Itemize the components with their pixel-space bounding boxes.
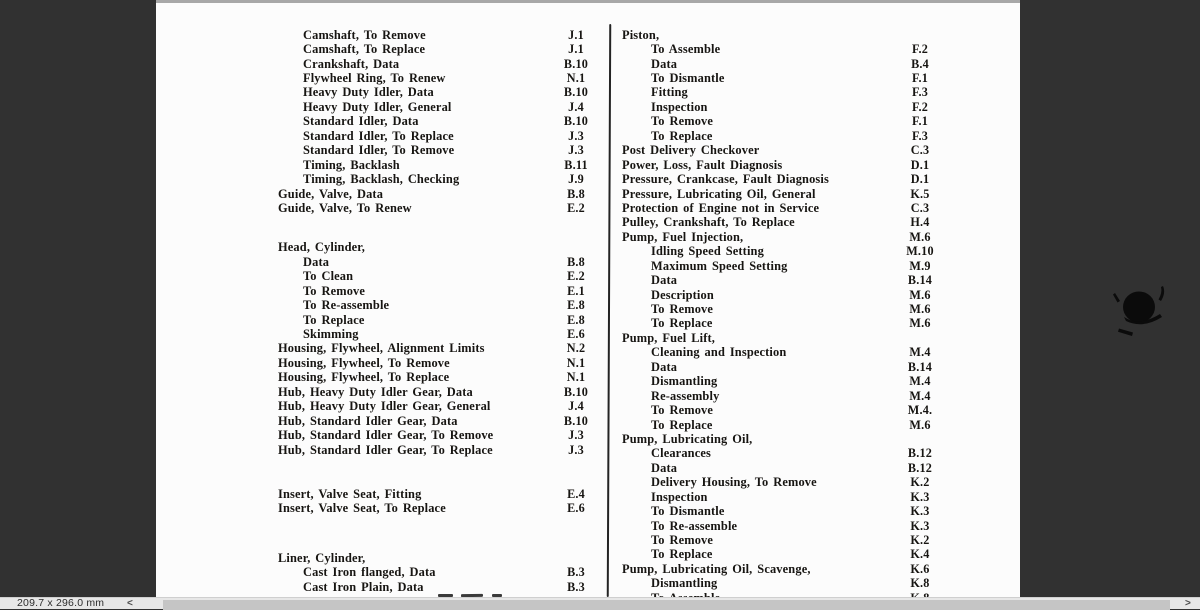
index-row	[278, 100, 608, 114]
index-entry-page-ref: J.3	[568, 128, 584, 143]
index-row	[622, 461, 1008, 475]
index-row	[622, 230, 1008, 244]
index-entry-page-ref: E.1	[567, 283, 585, 298]
index-row	[278, 255, 608, 269]
index-entry-label: Clearances	[651, 446, 711, 461]
index-entry-label: Data	[651, 359, 678, 374]
index-entry-page-ref: B.3	[567, 579, 585, 594]
index-row	[622, 129, 1008, 143]
index-entry-page-ref: B.12	[907, 446, 933, 461]
index-entry-page-ref: M.4	[909, 388, 931, 403]
index-row	[278, 580, 608, 594]
index-entry-page-ref: B.4	[911, 56, 929, 71]
index-row	[278, 187, 608, 201]
index-entry-label: To Remove	[651, 403, 714, 418]
index-entry-page-ref: K.2	[910, 533, 930, 548]
ink-blot-stain-icon	[1106, 280, 1176, 342]
index-entry-page-ref: N.1	[566, 355, 586, 370]
index-row	[622, 86, 1008, 100]
index-entry-label: To Replace	[651, 417, 713, 432]
index-row	[622, 216, 1008, 230]
index-entry-page-ref: B.10	[563, 85, 589, 100]
index-entry-page-ref: K.6	[910, 561, 930, 576]
scroll-left-arrow-icon[interactable]: <	[127, 598, 133, 609]
index-row	[622, 562, 1008, 576]
index-entry-label: Skimming	[303, 327, 359, 342]
index-entry-label: Housing, Flywheel, To Remove	[278, 355, 450, 370]
index-row	[622, 57, 1008, 71]
index-row	[622, 259, 1008, 273]
index-row	[278, 28, 608, 42]
index-entry-page-ref: F.2	[911, 42, 929, 57]
index-entry-label: Heavy Duty Idler, General	[303, 99, 452, 114]
index-entry-label: To Dismantle	[651, 504, 725, 519]
index-entry-page-ref: K.8	[910, 576, 930, 591]
index-row	[278, 86, 608, 100]
index-entry-label: Dismantling	[651, 576, 718, 591]
index-entry-label: Pressure, Lubricating Oil, General	[622, 186, 816, 201]
index-row	[278, 270, 608, 284]
index-row	[622, 577, 1008, 591]
index-entry-page-ref: F.3	[911, 128, 929, 143]
index-row	[278, 158, 608, 172]
index-row	[622, 375, 1008, 389]
index-row	[622, 172, 1008, 186]
index-row	[278, 443, 608, 457]
index-entry-label: Heavy Duty Idler, Data	[303, 85, 434, 100]
index-entry-label: Cast Iron Plain, Data	[303, 579, 424, 594]
index-entry-label: Inspection	[651, 99, 708, 114]
index-row	[278, 400, 608, 414]
index-row	[622, 476, 1008, 490]
index-left-column	[278, 28, 608, 594]
status-scroll-bar[interactable]	[0, 597, 1200, 609]
index-entry-page-ref: M.4	[909, 374, 931, 389]
index-row	[278, 172, 608, 186]
index-entry-page-ref: B.8	[567, 254, 585, 269]
index-entry-page-ref: K.4	[910, 547, 930, 562]
index-entry-label: Re-assembly	[651, 388, 720, 403]
index-entry-label: Idling Speed Setting	[651, 244, 764, 259]
index-entry-label: Hub, Heavy Duty Idler Gear, Data	[278, 384, 473, 399]
index-entry-label: Piston,	[622, 27, 660, 42]
index-row	[622, 403, 1008, 417]
index-row	[278, 327, 608, 341]
index-entry-label: Pump, Lubricating Oil, Scavenge,	[622, 561, 811, 576]
index-row	[278, 566, 608, 580]
index-row	[622, 432, 1008, 446]
index-entry-label: To Remove	[303, 283, 366, 298]
index-entry-label: Camshaft, To Replace	[303, 42, 426, 57]
index-entry-page-ref: N.1	[566, 370, 586, 385]
index-entry-page-ref: J.1	[568, 27, 584, 42]
index-row	[278, 115, 608, 129]
index-row	[622, 28, 1008, 42]
index-row	[622, 346, 1008, 360]
index-entry-page-ref: M.4	[909, 345, 931, 360]
index-row	[278, 342, 608, 356]
index-entry-label: To Dismantle	[651, 71, 725, 86]
index-entry-label: Hub, Standard Idler Gear, Data	[278, 413, 458, 428]
index-entry-page-ref: K.3	[910, 518, 930, 533]
index-entry-label: To Remove	[651, 114, 714, 129]
index-entry-page-ref: E.2	[567, 269, 585, 284]
index-row	[622, 490, 1008, 504]
index-entry-label: Head, Cylinder,	[278, 240, 366, 255]
index-entry-page-ref: J.3	[568, 442, 584, 457]
index-entry-page-ref: B.12	[907, 460, 933, 475]
index-entry-page-ref: M.6	[909, 316, 931, 331]
index-entry-page-ref: N.2	[566, 341, 586, 356]
index-entry-label: Power, Loss, Fault Diagnosis	[622, 157, 783, 172]
index-entry-label: To Re-assemble	[651, 518, 738, 533]
index-row	[278, 385, 608, 399]
index-entry-page-ref: K.3	[910, 504, 930, 519]
index-entry-label: Maximum Speed Setting	[651, 258, 788, 273]
index-row	[278, 241, 608, 255]
index-right-column	[622, 28, 1008, 606]
index-entry-label: Inspection	[651, 489, 708, 504]
index-entry-page-ref: B.10	[563, 114, 589, 129]
index-entry-label: Pulley, Crankshaft, To Replace	[622, 215, 795, 230]
index-row	[622, 447, 1008, 461]
left-panel	[0, 0, 156, 597]
index-entry-label: Housing, Flywheel, Alignment Limits	[278, 341, 485, 356]
index-entry-label: Data	[651, 56, 678, 71]
index-entry-label: Guide, Valve, To Renew	[278, 200, 412, 215]
index-row	[622, 317, 1008, 331]
index-row	[622, 144, 1008, 158]
index-entry-page-ref: D.1	[910, 172, 930, 187]
index-entry-label: To Remove	[651, 533, 714, 548]
index-entry-page-ref: J.9	[568, 172, 584, 187]
index-row	[622, 158, 1008, 172]
index-row	[622, 71, 1008, 85]
index-entry-page-ref: K.5	[910, 186, 930, 201]
index-row	[622, 360, 1008, 374]
index-row	[278, 551, 608, 565]
index-entry-label: Description	[651, 287, 714, 302]
index-row	[622, 288, 1008, 302]
index-entry-page-ref: F.3	[911, 85, 929, 100]
index-row	[278, 57, 608, 71]
index-entry-label: Protection of Engine not in Service	[622, 200, 820, 215]
index-row	[622, 273, 1008, 287]
page-top-edge	[156, 0, 1020, 3]
index-row	[622, 548, 1008, 562]
index-row	[278, 71, 608, 85]
index-entry-page-ref: B.8	[567, 186, 585, 201]
index-row	[622, 302, 1008, 316]
index-entry-label: To Clean	[303, 269, 354, 284]
index-entry-page-ref: J.4	[568, 399, 584, 414]
index-entry-label: Hub, Standard Idler Gear, To Remove	[278, 428, 494, 443]
index-entry-page-ref: B.10	[563, 413, 589, 428]
index-entry-label: To Replace	[651, 316, 713, 331]
index-row	[622, 533, 1008, 547]
index-entry-label: Hub, Heavy Duty Idler Gear, General	[278, 399, 491, 414]
index-entry-label: Data	[651, 273, 678, 288]
index-entry-label: Pump, Fuel Lift,	[622, 330, 716, 345]
index-entry-label: Data	[651, 460, 678, 475]
index-row	[622, 418, 1008, 432]
index-entry-label: Fitting	[651, 85, 688, 100]
index-entry-label: To Re-assemble	[303, 298, 390, 313]
index-entry-label: Crankshaft, Data	[303, 56, 400, 71]
index-entry-page-ref: J.3	[568, 428, 584, 443]
index-entry-page-ref: M.6	[909, 287, 931, 302]
index-entry-page-ref: B.10	[563, 384, 589, 399]
index-entry-page-ref: M.4.	[907, 403, 933, 418]
index-row	[622, 331, 1008, 345]
index-entry-label: Hub, Standard Idler Gear, To Replace	[278, 442, 493, 457]
index-entry-label: Dismantling	[651, 374, 718, 389]
index-row	[622, 504, 1008, 518]
index-entry-page-ref: J.4	[568, 99, 584, 114]
index-entry-label: Guide, Valve, Data	[278, 186, 384, 201]
index-entry-label: Timing, Backlash	[303, 157, 400, 172]
index-entry-label: To Replace	[651, 128, 713, 143]
index-entry-page-ref: B.3	[567, 565, 585, 580]
index-row	[278, 371, 608, 385]
index-entry-page-ref: E.8	[567, 298, 585, 313]
index-row	[622, 42, 1008, 56]
index-entry-page-ref: M.10	[906, 244, 934, 259]
index-entry-page-ref: K.3	[910, 489, 930, 504]
index-entry-label: Housing, Flywheel, To Replace	[278, 370, 450, 385]
index-entry-page-ref: B.14	[907, 359, 933, 374]
index-entry-label: To Replace	[303, 312, 365, 327]
index-entry-label: Camshaft, To Remove	[303, 27, 426, 42]
index-row	[622, 115, 1008, 129]
index-entry-label: Standard Idler, To Replace	[303, 128, 454, 143]
index-entry-label: Cast Iron flanged, Data	[303, 565, 436, 580]
index-row	[278, 414, 608, 428]
index-entry-page-ref: J.1	[568, 42, 584, 57]
index-entry-label: Cleaning and Inspection	[651, 345, 787, 360]
index-entry-page-ref: F.1	[911, 71, 929, 86]
index-row	[622, 201, 1008, 215]
index-entry-label: Timing, Backlash, Checking	[303, 172, 460, 187]
index-entry-label: To Remove	[651, 302, 714, 317]
document-page	[156, 0, 1020, 597]
index-entry-page-ref: M.6	[909, 302, 931, 317]
index-entry-page-ref: B.14	[907, 273, 933, 288]
page-size-label: 209.7 x 296.0 mm	[17, 597, 105, 609]
index-entry-label: Delivery Housing, To Remove	[651, 475, 817, 490]
index-row	[278, 313, 608, 327]
index-entry-page-ref: K.2	[910, 475, 930, 490]
index-entry-page-ref: E.6	[567, 327, 585, 342]
index-entry-page-ref: M.6	[909, 417, 931, 432]
index-entry-page-ref: E.8	[567, 312, 585, 327]
index-entry-label: Insert, Valve Seat, To Replace	[278, 501, 446, 516]
index-row	[622, 100, 1008, 114]
index-entry-label: Standard Idler, To Remove	[303, 143, 455, 158]
index-entry-page-ref: F.1	[911, 114, 929, 129]
index-entry-page-ref: N.1	[566, 71, 586, 86]
index-entry-label: Post Delivery Checkover	[622, 143, 760, 158]
index-row	[622, 187, 1008, 201]
index-entry-page-ref: H.4	[910, 215, 930, 230]
index-entry-page-ref: C.3	[910, 200, 930, 215]
index-entry-page-ref: J.3	[568, 143, 584, 158]
index-entry-label: Liner, Cylinder,	[278, 550, 366, 565]
index-row	[278, 42, 608, 56]
index-entry-page-ref: B.10	[563, 56, 589, 71]
scroll-right-arrow-icon[interactable]: >	[1185, 598, 1191, 609]
index-entry-label: To Assemble	[651, 42, 721, 57]
index-row	[622, 519, 1008, 533]
index-entry-label: Insert, Valve Seat, Fitting	[278, 486, 422, 501]
index-entry-label: Pump, Fuel Injection,	[622, 229, 744, 244]
index-entry-label: To Replace	[651, 547, 713, 562]
index-row	[622, 389, 1008, 403]
index-entry-page-ref: E.4	[567, 486, 585, 501]
index-entry-label: Standard Idler, Data	[303, 114, 419, 129]
index-entry-page-ref: M.9	[909, 258, 931, 273]
index-row	[278, 144, 608, 158]
index-entry-label: Pump, Lubricating Oil,	[622, 431, 753, 446]
index-entry-page-ref: C.3	[910, 143, 930, 158]
index-row	[278, 201, 608, 215]
index-entry-label: Data	[303, 254, 330, 269]
index-row	[278, 298, 608, 312]
index-row	[622, 245, 1008, 259]
index-row	[278, 356, 608, 370]
index-row	[278, 428, 608, 442]
index-row	[278, 284, 608, 298]
index-row	[278, 502, 608, 516]
index-row	[278, 487, 608, 501]
index-entry-page-ref: F.2	[911, 99, 929, 114]
index-entry-page-ref: M.6	[909, 229, 931, 244]
index-entry-label: Flywheel Ring, To Renew	[303, 71, 446, 86]
index-entry-page-ref: E.2	[567, 200, 585, 215]
index-entry-page-ref: B.11	[564, 157, 588, 172]
index-entry-page-ref: E.6	[567, 501, 585, 516]
index-row	[278, 129, 608, 143]
index-entry-label: Pressure, Crankcase, Fault Diagnosis	[622, 172, 829, 187]
index-entry-page-ref: D.1	[910, 157, 930, 172]
